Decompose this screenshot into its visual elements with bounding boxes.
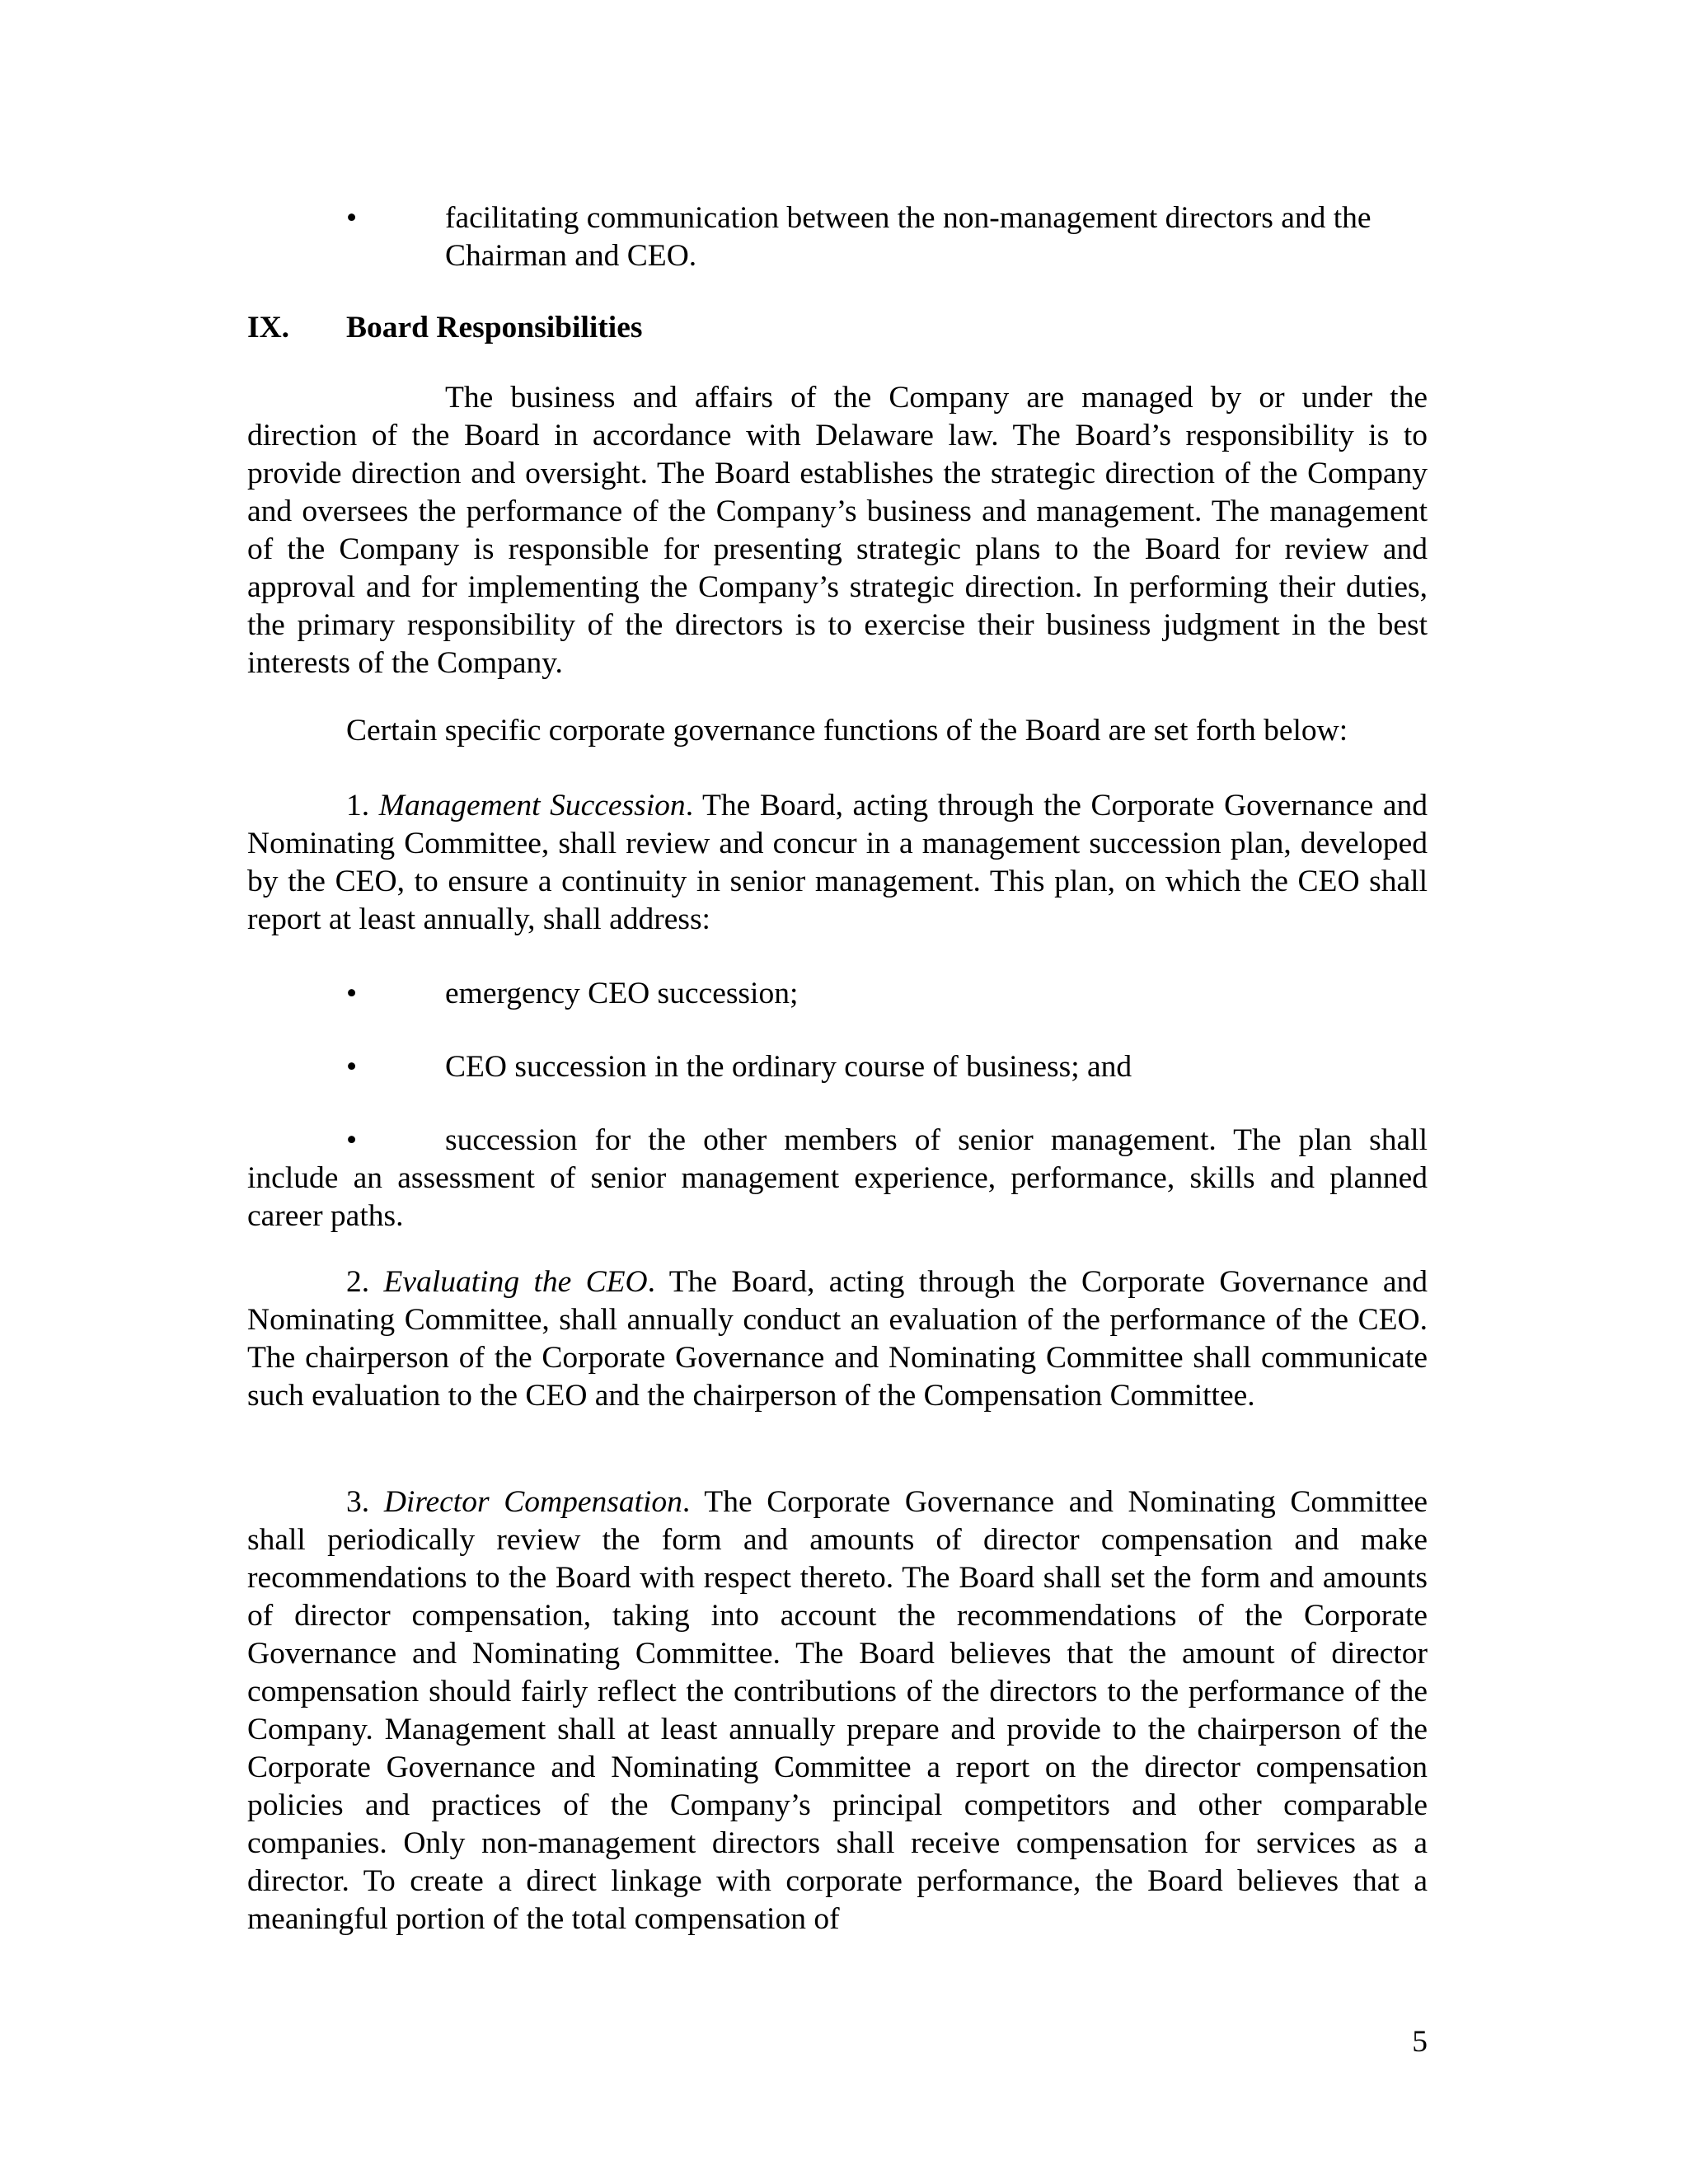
item-text: The Board, acting through the Corporate Governance and Nominating Committee, shall review and concur in a management succession plan, developed by the CEO, to ensure a continuity in senior management. This plan, on which the CEO shall report at least annually, shall address: bbox=[247, 789, 1428, 936]
paragraph-board-duties: The business and affairs of the Company are managed by or under the direction of the Board in accordance with Delaware law. The Board’s responsibility is to provide direction and oversight. The Board establishes the strategic direction of the Company and oversees the performance of the Company’s business and management. The management of the Company is responsible for presenting strategic plans to the Board for review and approval and for implementing the Company’s strategic direction. In performing their duties, the primary responsibility of the directors is to exercise their business judgment in the best interests of the Company. bbox=[247, 381, 1428, 680]
item-text: The Corporate Governance and Nominating Committee shall periodically review the form and amounts of director compensation and make recommendations to the Board with respect thereto. The Board shall set the form and amounts of director compensation, taking into account the recommendations of the Corporate Governance and Nominating Committee. The Board believes that the amount of director compensation should fairly reflect the contributions of the directors to the performance of the Company. Management shall at least annually prepare and provide to the chairperson of the Corporate Governance and Nominating Committee a report on the director compensation policies and practices of the Company’s principal competitors and other comparable companies. Only non-management directors shall receive compensation for services as a director. To create a direct linkage with corporate performance, the Board believes that a meaningful portion of the total compensation of bbox=[247, 1485, 1428, 1936]
section-title: Board Responsibilities bbox=[346, 311, 643, 344]
item-text: The Board, acting through the Corporate Governance and Nominating Committee, shall annually conduct an evaluation of the performance of the CEO. The chairperson of the Corporate Governance and Nominating Committee shall communicate such evaluation to the CEO and the chairperson of the Compensation Committee. bbox=[247, 1265, 1428, 1413]
item-title: Management Succession bbox=[378, 789, 686, 823]
succession-bullet-1 bbox=[247, 975, 1428, 1013]
top-bullet-item bbox=[247, 199, 1428, 275]
item-number: 3. bbox=[346, 1485, 370, 1519]
item-evaluating-ceo: 2. Evaluating the CEO. The Board, acting through the Corporate Governance and Nominating Committee, shall annually conduct an evaluation of the performance of the CEO. The chairperson of the Corporate Governance and Nominating Committee shall communicate such evaluation to the CEO and the chairperson of the Compensation Committee. bbox=[247, 1265, 1428, 1413]
paragraph-governance-intro: Certain specific corporate governance functions of the Board are set forth below: bbox=[346, 714, 1348, 748]
item-director-compensation: 3. Director Compensation. The Corporate Governance and Nominating Committee shall periodically review the form and amounts of director compensation and make recommendations to the Board with respect thereto. The Board shall set the form and amounts of director compensation, taking into account the recommendations of the Corporate Governance and Nominating Committee. The Board believes that the amount of director compensation should fairly reflect the contributions of the directors to the performance of the Company. Management shall at least annually prepare and provide to the chairperson of the Corporate Governance and Nominating Committee a report on the director compensation policies and practices of the Company’s principal competitors and other comparable companies. Only non-management directors shall receive compensation for services as a director. To create a direct linkage with corporate performance, the Board believes that a meaningful portion of the total compensation of bbox=[247, 1485, 1428, 1936]
bullet-text: emergency CEO succession; bbox=[445, 977, 799, 1010]
page-number: 5 bbox=[1412, 2025, 1428, 2059]
bullet-text: facilitating communication between the non-management directors and the Chairman and CEO. bbox=[445, 201, 1372, 273]
item-number: 1. bbox=[346, 789, 370, 823]
bullet-marker: • bbox=[346, 977, 358, 1010]
bullet-marker: • bbox=[346, 201, 358, 235]
succession-bullet-3-continuation: include an assessment of senior management experience, performance, skills and planned career paths. bbox=[247, 1161, 1428, 1233]
bullet-marker: • bbox=[346, 1050, 358, 1084]
item-title: Evaluating the CEO bbox=[383, 1265, 648, 1299]
section-number: IX. bbox=[247, 311, 290, 344]
item-number: 2. bbox=[346, 1265, 370, 1299]
succession-bullet-3 bbox=[247, 1122, 1428, 1160]
item-management-succession: 1. Management Succession. The Board, acting through the Corporate Governance and Nominating Committee, shall review and concur in a management succession plan, developed by the CEO, to ensure a continuity in senior management. This plan, on which the CEO shall report at least annually, shall address: bbox=[247, 789, 1428, 936]
section-heading bbox=[247, 309, 1428, 347]
bullet-marker: • bbox=[346, 1123, 358, 1157]
bullet-text: CEO succession in the ordinary course of business; and bbox=[445, 1050, 1132, 1084]
bullet-text: succession for the other members of senior management. The plan shall bbox=[445, 1123, 1428, 1157]
succession-bullet-2 bbox=[247, 1048, 1428, 1086]
item-title: Director Compensation bbox=[383, 1485, 682, 1519]
